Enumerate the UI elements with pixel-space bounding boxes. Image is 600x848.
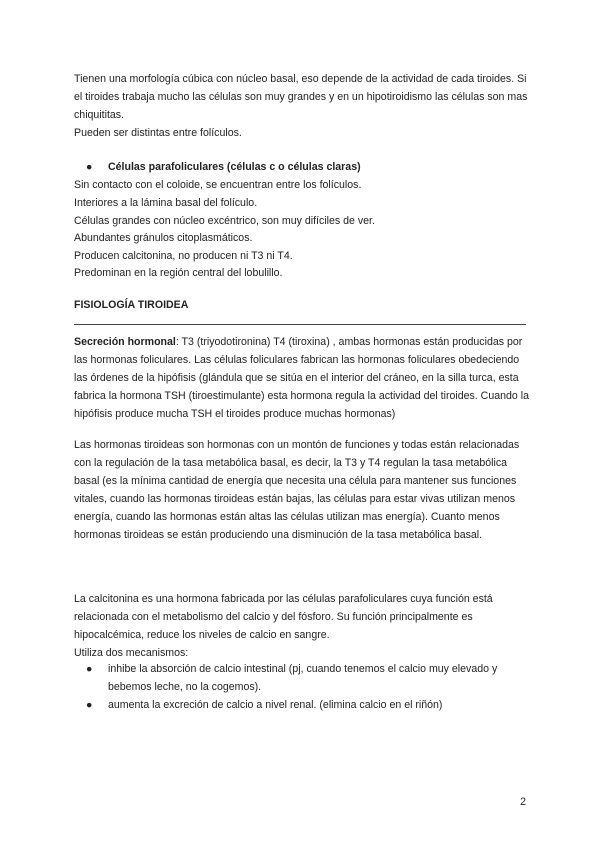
parafolicular-line: Sin contacto con el coloide, se encuentran entre los folículos. (74, 179, 362, 191)
intro-paragraph: Tienen una morfología cúbica con núcleo basal, eso depende de la actividad de cada tiroides. Si el tiroides trabaja mucho las células son muy grandes y en un hipotiroidismo las células son mas chiquititas. (74, 73, 528, 122)
parafolicular-title: Células parafoliculares (células c o células claras) (108, 161, 361, 173)
parafolicular-line: Abundantes gránulos citoplasmáticos. (74, 232, 253, 244)
section-heading: FISIOLOGÍA TIROIDEA (74, 299, 189, 311)
secrecion-label: Secreción hormonal (74, 336, 176, 348)
mechanism-text: aumenta la excreción de calcio a nivel renal. (elimina calcio en el riñón) (108, 699, 443, 711)
calcitonina-mechanisms-intro: Utiliza dos mecanismos: (74, 647, 189, 659)
parafolicular-line: Interiores a la lámina basal del folículo. (74, 197, 258, 209)
bullet-icon: ● (86, 699, 93, 711)
page-number: 2 (520, 796, 526, 808)
bullet-icon: ● (86, 663, 93, 675)
parafolicular-line: Predominan en la región central del lobulillo. (74, 267, 283, 279)
secrecion-text: : T3 (triyodotironina) T4 (tiroxina) , ambas hormonas están producidas por las hormonas foliculares. Las células foliculares fabrican las hormonas foliculares obedeciendo las órdenes de la hipófisis (glándula que se sitúa en el interior del cráneo, en la silla turca, esta fabrica la hormona TSH (tiroestimulante) esta hormona regula la actividad del tiroides. Cuando la hipófisis produce mucha TSH el tiroides produce muchas hormonas) (74, 336, 529, 421)
parafolicular-line: Células grandes con núcleo excéntrico, son muy difíciles de ver. (74, 215, 375, 227)
calcitonina-paragraph: La calcitonina es una hormona fabricada por las células parafoliculares cuya función está relacionada con el metabolismo del calcio y del fósforo. Su función principalmente es hipocalcémica, reduce los niveles de calcio en sangre. (74, 593, 493, 642)
mechanism-text: inhibe la absorción de calcio intestinal (pj, cuando tenemos el calcio muy elevado y bebemos leche, no la cogemos). (108, 663, 498, 694)
intro-paragraph-2: Pueden ser distintas entre folículos. (74, 127, 242, 139)
bullet-icon: ● (86, 161, 93, 173)
section-divider (74, 324, 526, 325)
fisiologia-paragraph: Las hormonas tiroideas son hormonas con un montón de funciones y todas están relacionadas con la regulación de la tasa metabólica basal, es decir, la T3 y T4 regulan la tasa metabólica basal (es la mínima cantidad de energía que necesita una célula para mantener sus funciones vitales, cuando las hormonas tiroideas están bajas, las células para estar vivas utilizan menos energía, cuando las hormonas están altas las células utilizan mas energía). Cuanto menos hormonas tiroideas se están produciendo una disminución de la tasa metabólica basal. (74, 439, 520, 542)
secrecion-paragraph (74, 333, 534, 423)
parafolicular-line: Producen calcitonina, no producen ni T3 ni T4. (74, 250, 293, 262)
